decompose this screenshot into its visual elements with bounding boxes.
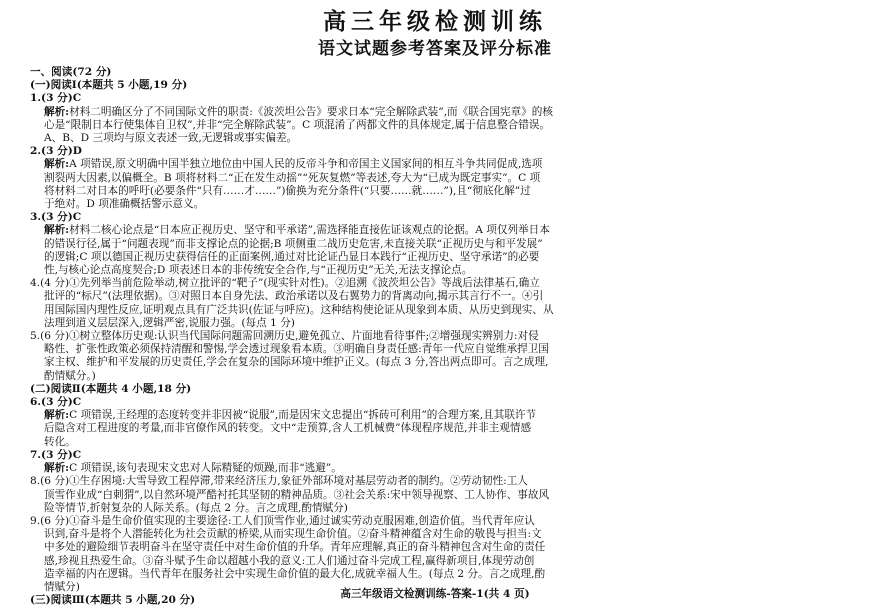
explanation-tag: 解析: [44, 105, 70, 118]
q5-answer-line: 家主权、维护和平发展的历史责任,学会在复杂的国际环境中维护正义。(每点 3 分,答出两点即可。言之成理, [44, 356, 549, 369]
q9-answer-line: 感,珍视且热爱生命。③奋斗赋予生命以超越小我的意义:工人们通过奋斗完成工程,赢得新项目,体现劳动创 [44, 554, 535, 567]
q3-explanation-line [30, 224, 840, 237]
q9-answer-line: 9.(6 分)①奋斗是生命价值实现的主要途径:工人们顶雪作业,通过诚实劳动克服困难,创造价值。当代青年应认 [30, 514, 535, 527]
q8-answer-line: 险等情节,折射复杂的人际关系。(每点 2 分。言之成理,酌情赋分) [44, 501, 348, 514]
explanation-text: C 项错误,该句表现宋文忠对人际精疑的烦躁,而非“逃避”。 [69, 462, 342, 475]
q6-explanation-line [30, 409, 840, 422]
section-heading-reading: 一、阅读(72 分) [30, 66, 112, 78]
q9-answer-line: 造幸福的内在逻辑。当代青年在服务社会中实现生命价值的最大化,成就幸福人生。(每点 2 分。言之成理,酌 [44, 567, 546, 580]
q2-explanation-line: 将材料二对日本的呼吁(必要条件“只有……才……”)偷换为充分条件(“只要……就……”),且“彻底化解”过 [44, 184, 531, 197]
q7-answer: 7.(3 分)C [30, 448, 82, 461]
page-footer: 高三年级语文检测训练-答案-1(共 4 页) [340, 588, 530, 600]
part-heading-reading-3: (三)阅读Ⅲ(本题共 5 小题,20 分) [30, 594, 196, 607]
q4-answer-line: 4.(4 分)①先列举当前危险举动,树立批评的“靶子”(现实针对性)。②追溯《波茨坦公告》等战后法律基石,确立 [30, 277, 540, 290]
q4-answer-line: 批评的“标尺”(法理依据)。③对照日本自身先法、政治承诺以及右翼势力的背离动向,揭示其言行不一。④引 [44, 290, 544, 303]
explanation-tag: 解析: [44, 158, 70, 171]
q5-answer-line: 略性、扩张性政策必须保持清醒和警惕,学会透过现象看本质。③明确自身责任感:青年一代应自觉维承捍卫国 [44, 343, 549, 356]
q1-explanation-line [30, 106, 840, 119]
part-heading-reading-2: (二)阅读Ⅱ(本题共 4 小题,18 分) [30, 382, 192, 395]
q5-answer-line: 5.(6 分)①树立整体历史观:认识当代国际问题需回溯历史,避免孤立、片面地看待事件;②增强现实辨别力:对侵 [30, 330, 539, 343]
q3-explanation-line: 的错误行径,属于“问题表现”而非支撑论点的论据;B 项侧重二战历史危害,未直接关联“正视历史与和平发展” [44, 237, 543, 250]
q2-explanation-line: 割裂两大因素,以偏概全。B 项将材料二“正在发生动摇”“死灰复燃”等表述,夸大为“已成为既定事实”。C 项 [44, 171, 541, 184]
q1-answer: 1.(3 分)C [30, 92, 82, 105]
q6-explanation-line: 转化。 [44, 435, 76, 448]
q3-explanation-line: 性,与核心论点高度契合;D 项表述日本的非传统安全合作,与“正视历史”无关,无法支撑论点。 [44, 264, 473, 277]
q9-answer-line: 识到,奋斗是将个人潜能转化为社会贡献的桥梁,从而实现生命价值。②奋斗精神蕴含对生命的敬畏与担当:文 [44, 528, 542, 541]
q9-answer-line: 中多处的避险细节表明奋斗在坚守责任中对生命价值的升华。青年应理解,真正的奋斗精神包含对生命的责任 [44, 541, 546, 554]
explanation-text: A 项错误,原文明确中国半独立地位由中国人民的反帝斗争和帝国主义国家间的相互斗争共同促成,选项 [69, 158, 543, 171]
part-heading-reading-1: (一)阅读Ⅰ(本题共 5 小题,19 分) [30, 79, 188, 92]
q1-explanation-line: 心是“限制日本行使集体自卫权”,并非“完全解除武装”。C 项混淆了两都文件的具体规定,属于信息整合错误。 [44, 118, 550, 131]
q2-explanation-line: 于绝对。D 项准确概括警示意义。 [44, 198, 205, 211]
q3-explanation-line: 的逻辑;C 项以德国正视历史获得信任的正面案例,通过对比论证凸显日本践行“正视历史、坚守承诺”的必要 [44, 250, 540, 263]
q3-answer: 3.(3 分)C [30, 211, 82, 224]
explanation-text: 材料二明确区分了不同国际文件的职责:《波茨坦公告》要求日本“完全解除武装”,而《联合国宪章》的核 [69, 105, 553, 118]
explanation-text: 材料二核心论点是“日本应正视历史、坚守和平承诺”,需选择能直接佐证该观点的论据。A 项仅列举日本 [69, 224, 550, 237]
q4-answer-line: 法理到道义层层深入,逻辑严密,说服力强。(每点 1 分) [44, 316, 295, 329]
q5-answer-line: 酌情赋分。) [44, 369, 96, 382]
explanation-tag: 解析: [44, 409, 70, 422]
q2-explanation-line [30, 158, 840, 171]
q8-answer-line: 顶雪作业成“白刺猬”,以自然环境严酷衬托其坚韧的精神品质。③社会关系:宋中领导视察、工人协作、事故风 [44, 488, 550, 501]
q1-explanation-line: A、B、D 三项均与原文表述一致,无逻辑或事实偏差。 [44, 132, 298, 145]
q6-answer: 6.(3 分)C [30, 396, 82, 409]
page-subtitle: 语文试题参考答案及评分标准 [318, 39, 552, 59]
explanation-text: C 项错误,王经理的态度转变并非因被“说服”,而是因宋文忠提出“拆砖可利用”的合理方案,且其联许节 [69, 409, 537, 422]
explanation-tag: 解析: [44, 224, 70, 237]
q4-answer-line: 用国际国内理性反应,证明观点具有广泛共识(佐证与呼应)。这种结构使论证从现象到本质、从历史到现实、从 [44, 303, 554, 316]
explanation-tag: 解析: [44, 462, 70, 475]
page-title: 高三年级检测训练 [323, 8, 547, 35]
q2-answer: 2.(3 分)D [30, 145, 82, 158]
q7-explanation-line [30, 462, 840, 475]
q8-answer-line: 8.(6 分)①生存困境:大雪导致工程停滞,带来经济压力,象征外部环境对基层劳动者的制约。②劳动韧性:工人 [30, 475, 528, 488]
q6-explanation-line: 后隐含对工程进度的考量,而非官僚作风的转变。文中“走预算,含人工机械费”体现程序规范,并非主观情感 [44, 422, 532, 435]
q9-answer-line: 情赋分) [44, 580, 80, 593]
